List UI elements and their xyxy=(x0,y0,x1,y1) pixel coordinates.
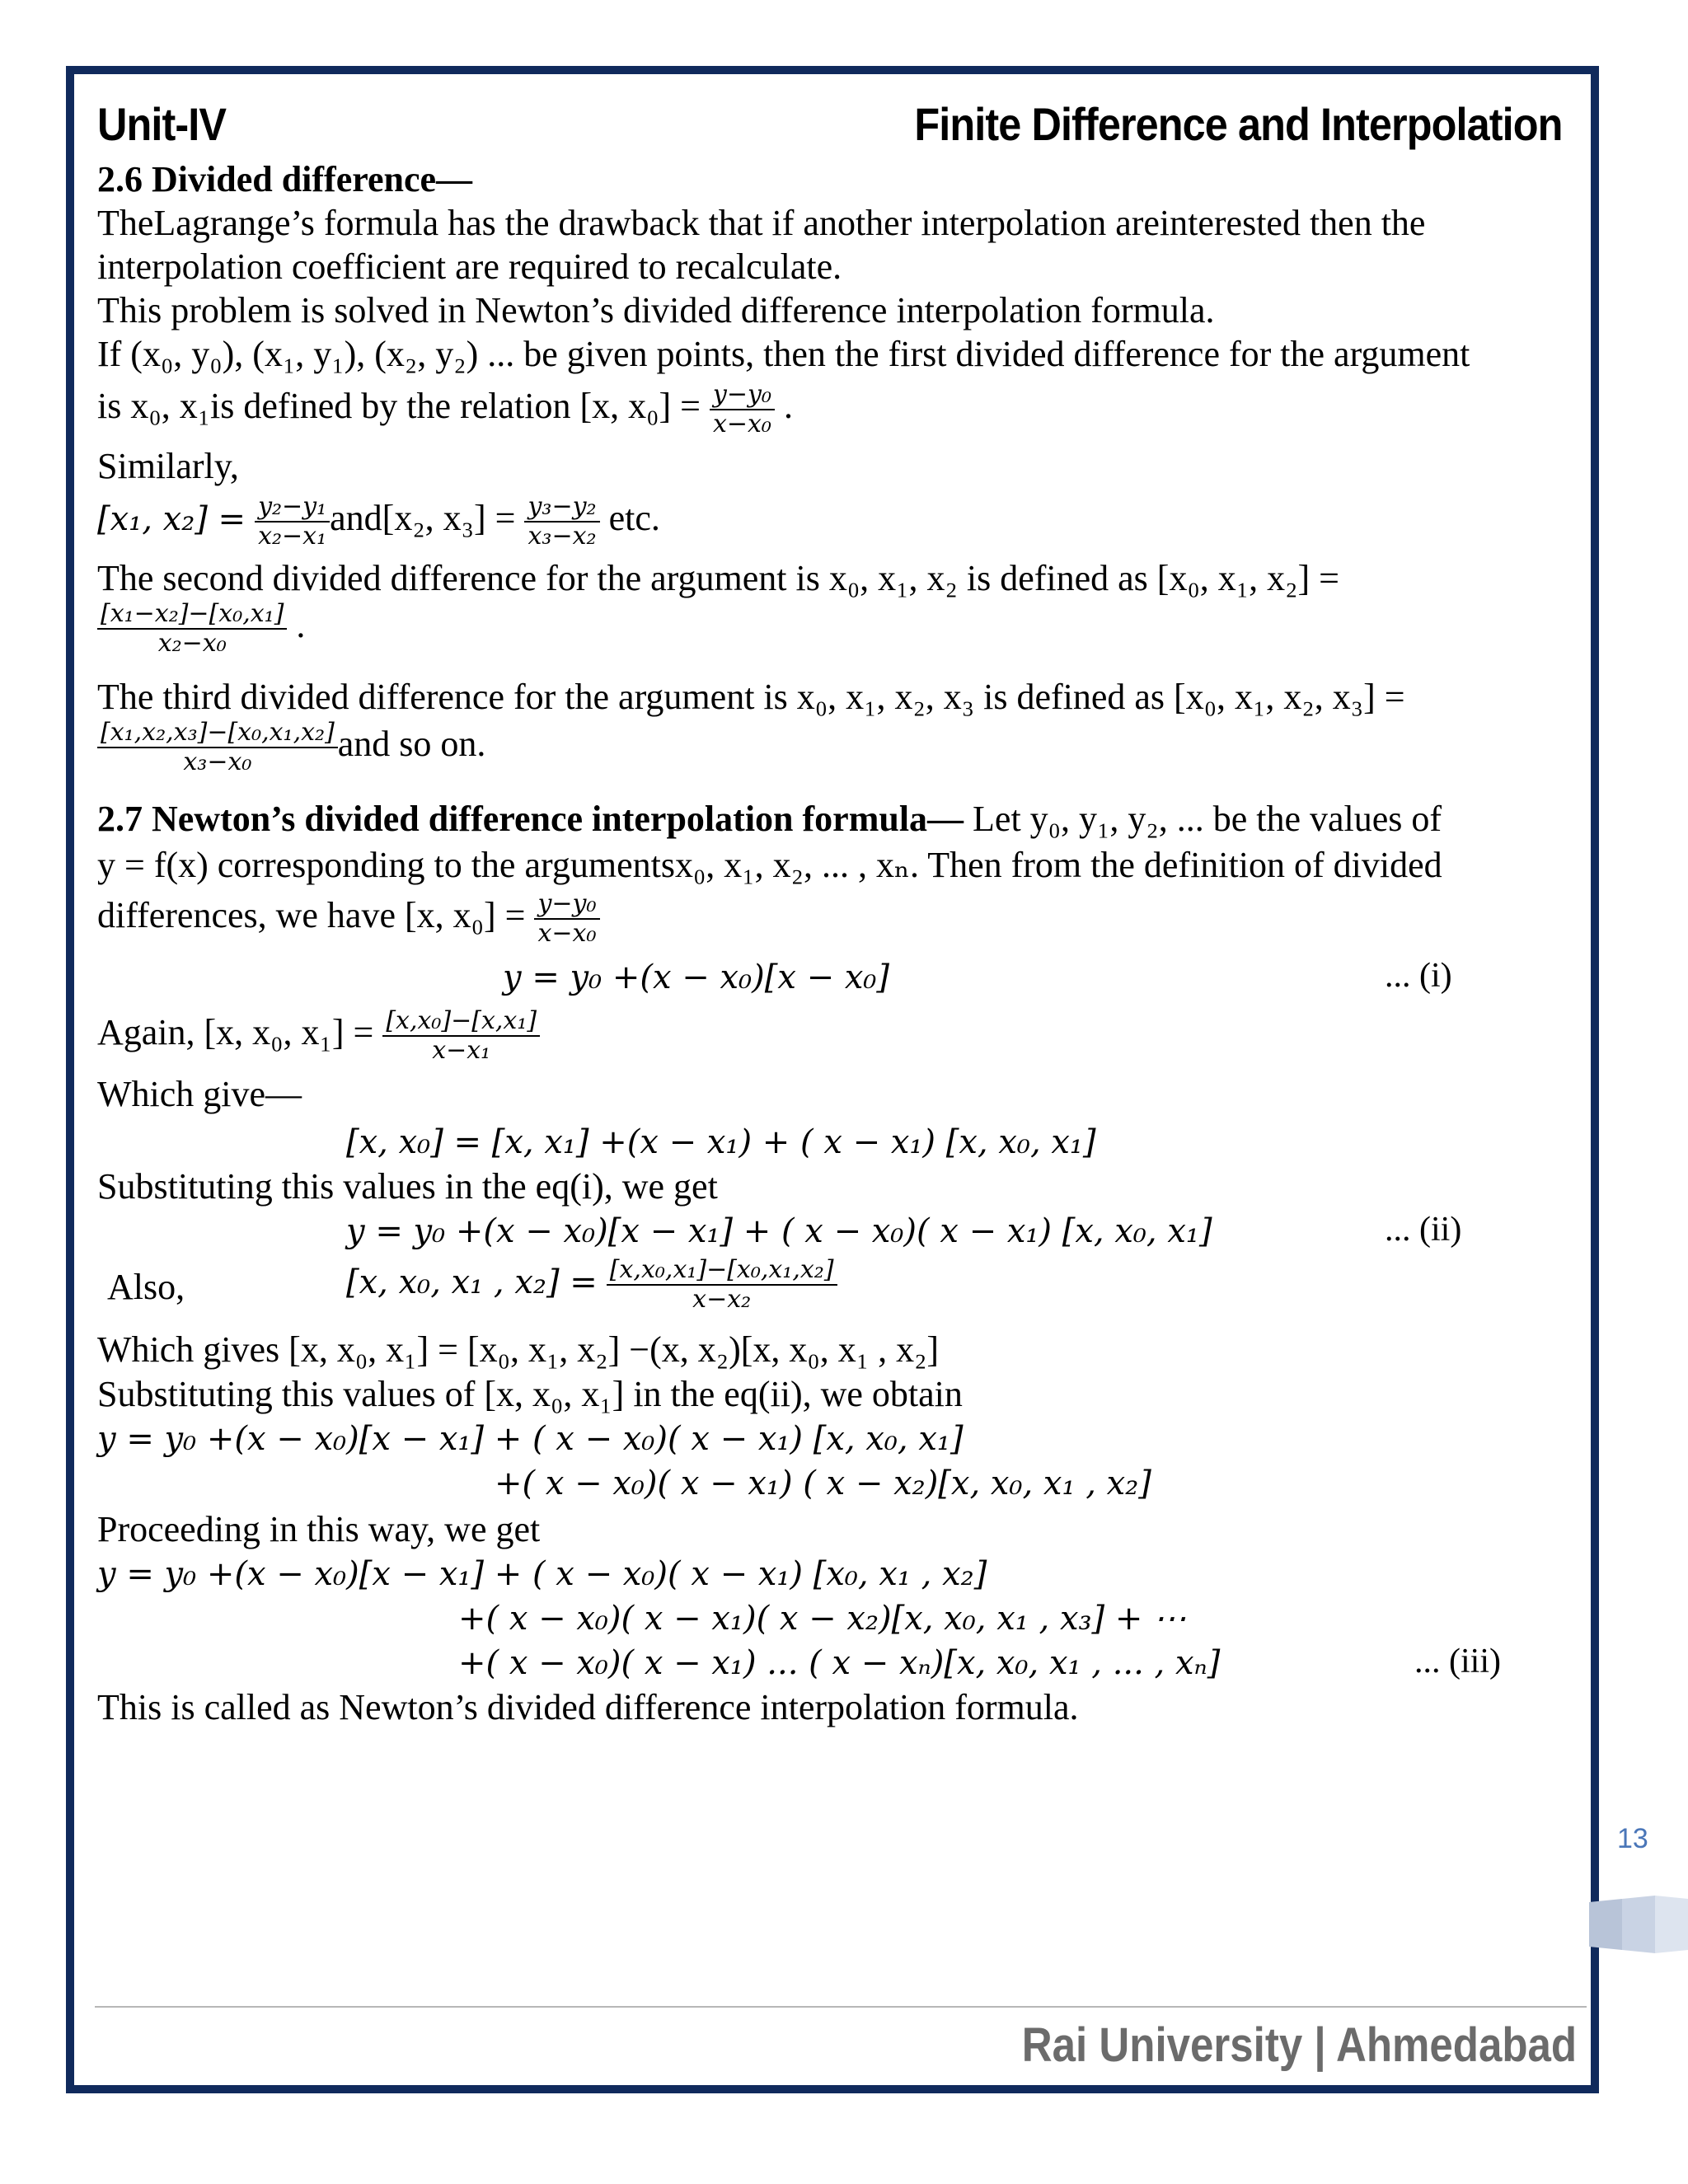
fraction-denominator: x₂−x₁ xyxy=(258,522,327,551)
fraction xyxy=(382,1007,540,1065)
paragraph-line: The second divided difference for the argument is x₀, x₁, x₂ is defined as [x₀, x₁, x₂] = xyxy=(97,558,1339,598)
fraction-denominator: x₂−x₀ xyxy=(157,629,227,658)
fraction-numerator: [x₁−x₂]−[x₀,x₁] xyxy=(97,600,287,630)
similarly-equation xyxy=(97,493,660,551)
paragraph-line: Which give— xyxy=(97,1074,302,1114)
equation-number-i: ... (i) xyxy=(1385,957,1452,995)
equation-expanded-line-1: y = y₀ +(x − x₀)[x − x₁] + ( x − x₀)( x − x₁) [x, x₀, x₁] xyxy=(97,1420,964,1458)
fraction-denominator: x−x₀ xyxy=(712,410,771,438)
equation-expanded-line-2: +( x − x₀)( x − x₁) ( x − x₂)[x, x₀, x₁ , x₂] xyxy=(495,1465,1151,1502)
equation-i: y = y₀ +(x − x₀)[x − x₀] xyxy=(503,958,890,996)
paragraph-line: The third divided difference for the argument is x₀, x₁, x₂, x₃ is defined as [x₀, x₁, x₂, x₃] = xyxy=(97,677,1405,717)
second-difference-fraction: $\frac{\text{[x₁−x₂]−[x₀,x₁]}}{\text{x₂−x₀}}$ . xyxy=(97,600,305,658)
text-run: is x₀, x₁is defined by the relation [x, x₀] = xyxy=(97,386,701,427)
fraction xyxy=(534,890,599,948)
paragraph-line: This is called as Newton’s divided difference interpolation formula. xyxy=(97,1687,1079,1727)
page-tab-decoration xyxy=(1589,1896,1688,1953)
footer-university-name: Rai University | Ahmedabad xyxy=(1021,2018,1577,2072)
fraction-denominator: x−x₂ xyxy=(692,1285,752,1314)
third-difference-fraction xyxy=(97,719,485,776)
equation-number-ii: ... (ii) xyxy=(1385,1211,1462,1249)
fraction-denominator: x₃−x₀ xyxy=(183,748,252,776)
paragraph-line: Which gives [x, x₀, x₁] = [x₀, x₁, x₂] −(x, x₂)[x, x₀, x₁ , x₂] xyxy=(97,1329,940,1370)
text-run: differences, we have [x, x₀] = xyxy=(97,895,526,936)
fraction-numerator: y−y₀ xyxy=(710,381,775,410)
divided-difference-definition xyxy=(97,890,600,948)
equation-general-line-1: y = y₀ +(x − x₀)[x − x₁] + ( x − x₀)( x − x₁) [x₀, x₁ , x₂] xyxy=(97,1555,987,1593)
section-heading-2-6: 2.6 Divided difference— xyxy=(97,159,473,199)
paragraph-line: This problem is solved in Newton’s divided difference interpolation formula. xyxy=(97,290,1215,330)
fraction-numerator: [x,x₀,x₁]−[x₀,x₁,x₂] xyxy=(607,1256,837,1286)
fraction xyxy=(97,719,338,776)
first-divided-difference-line: is x₀, x₁is defined by the relation [x, x₀] = $\frac{\text{y−y₀}}{\text{x−x₀}}$ . xyxy=(97,380,793,438)
text-run: Again, [x, x₀, x₁] = xyxy=(97,1012,374,1053)
section-heading-2-7: 2.7 Newton’s divided difference interpolation formula— xyxy=(97,799,964,839)
fraction-numerator: [x₁,x₂,x₃]−[x₀,x₁,x₂] xyxy=(97,719,338,748)
math-run: [x, x₀, x₁ , x₂] = xyxy=(346,1263,598,1302)
again-equation xyxy=(97,1007,540,1065)
equation-general-line-3: +( x − x₀)( x − x₁) ... ( x − xₙ)[x, x₀, x₁ , ... , xₙ] xyxy=(458,1644,1221,1682)
paragraph-line: interpolation coefficient are required to recalculate. xyxy=(97,246,842,287)
paragraph-line: y = f(x) corresponding to the argumentsx₀, x₁, x₂, ... , xₙ. Then from the definition of divided xyxy=(97,845,1442,885)
fraction-numerator: y₃−y₂ xyxy=(524,493,599,523)
text-run: Let y₀, y₁, y₂, ... be the values of xyxy=(964,799,1442,839)
paragraph-line: If (x₀, y₀), (x₁, y₁), (x₂, y₂) ... be given points, then the first divided difference for the argument xyxy=(97,334,1470,374)
also-equation xyxy=(346,1256,837,1314)
chapter-title: Finite Difference and Interpolation xyxy=(914,98,1563,150)
page-number: 13 xyxy=(1617,1823,1648,1854)
equation-ii: y = y₀ +(x − x₀)[x − x₁] + ( x − x₀)( x − x₁) [x, x₀, x₁] xyxy=(346,1212,1212,1250)
paragraph-line: Proceeding in this way, we get xyxy=(97,1509,541,1549)
fraction xyxy=(607,1256,837,1314)
equation-number-iii: ... (iii) xyxy=(1414,1643,1501,1680)
unit-title: Unit-IV xyxy=(97,98,227,150)
text-run: etc. xyxy=(608,498,660,539)
paragraph-line: Substituting this values in the eq(i), we get xyxy=(97,1166,718,1207)
paragraph-line: Substituting this values of [x, x₀, x₁] in the eq(ii), we obtain xyxy=(97,1374,963,1414)
footer-divider xyxy=(95,2006,1587,2008)
fraction-denominator: x₃−x₂ xyxy=(528,522,597,551)
fraction-numerator: y₂−y₁ xyxy=(255,493,330,523)
fraction xyxy=(524,493,599,551)
text-run: and[x₂, x₃] = xyxy=(330,498,516,539)
fraction xyxy=(97,600,287,658)
section-heading-2-7-line xyxy=(97,798,1442,841)
equation-general-line-2: +( x − x₀)( x − x₁)( x − x₂)[x, x₀, x₁ , x₃] + ⋯ xyxy=(458,1600,1187,1638)
fraction-denominator: x−x₁ xyxy=(432,1036,491,1065)
text-run: and so on. xyxy=(337,724,486,765)
math-run: [x₁, x₂] = xyxy=(97,500,246,539)
fraction xyxy=(710,381,775,438)
also-label: Also, xyxy=(107,1267,185,1307)
paragraph-line: TheLagrange’s formula has the drawback that if another interpolation areinterested then the xyxy=(97,203,1426,243)
paragraph-line: Similarly, xyxy=(97,446,239,486)
fraction-denominator: x−x₀ xyxy=(537,919,597,948)
fraction-numerator: [x,x₀]−[x,x₁] xyxy=(382,1007,540,1037)
equation-give: [x, x₀] = [x, x₁] +(x − x₁) + ( x − x₁) [x, x₀, x₁] xyxy=(346,1123,1096,1161)
fraction-numerator: y−y₀ xyxy=(534,890,599,920)
fraction xyxy=(255,493,330,551)
